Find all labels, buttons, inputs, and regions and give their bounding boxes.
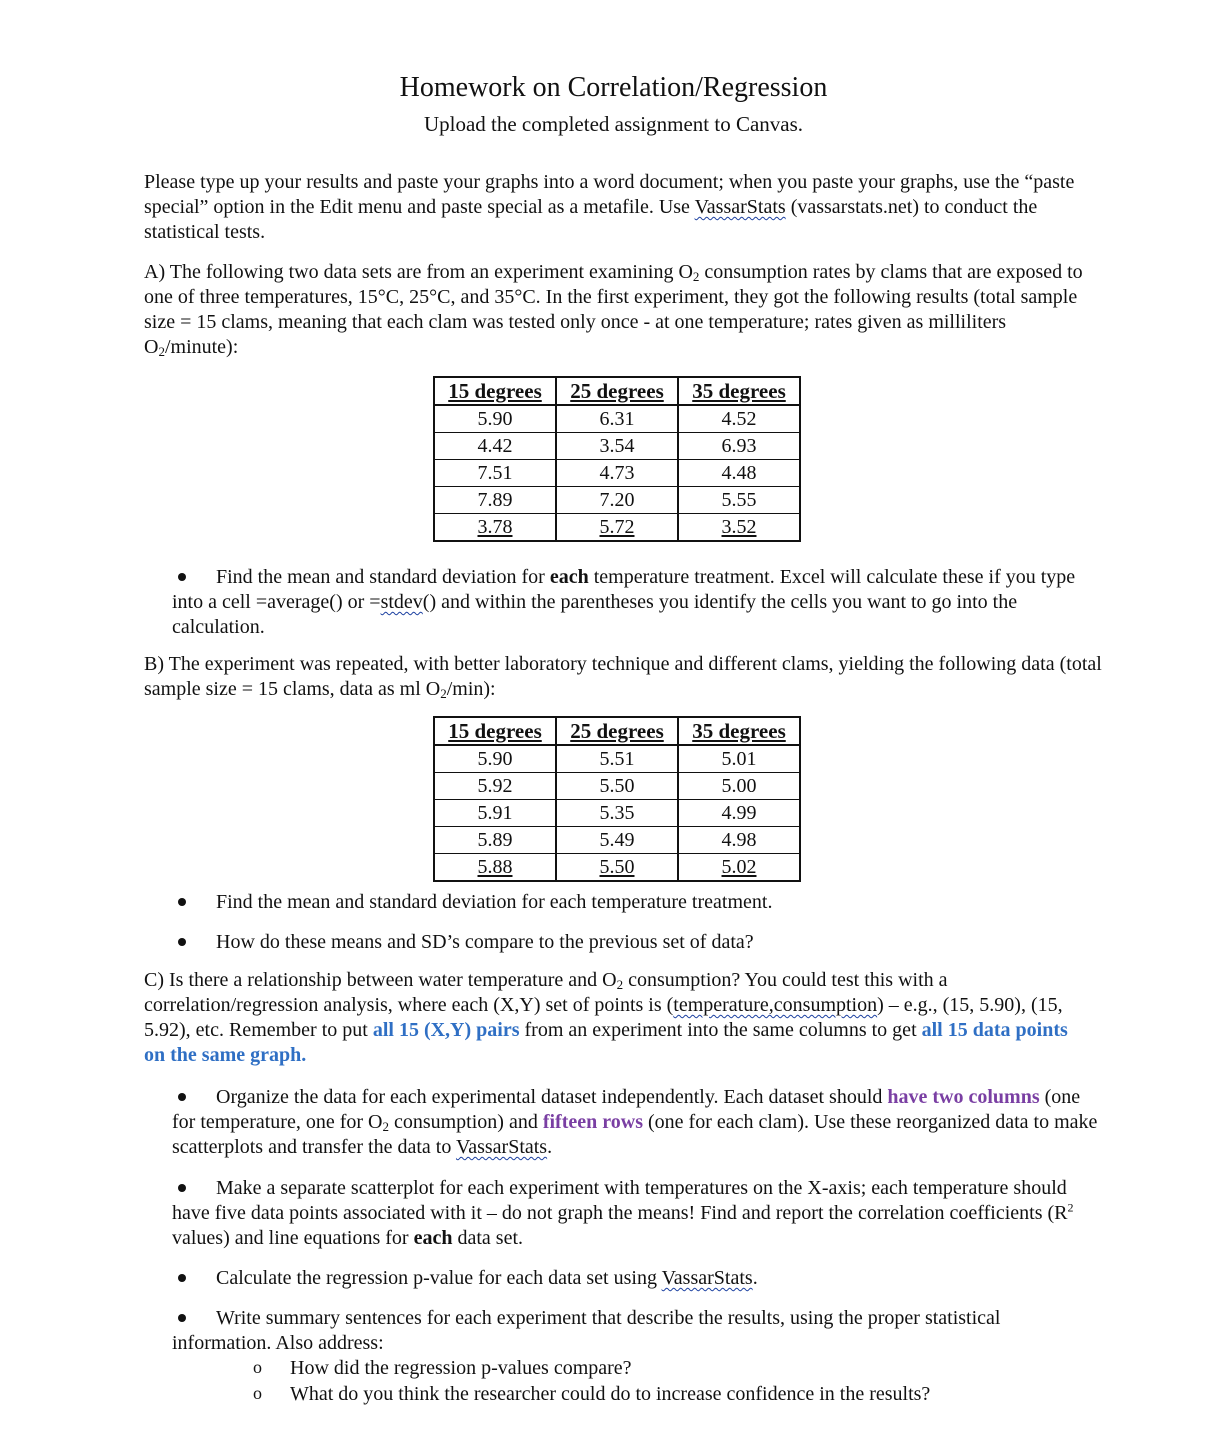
section-c-bullet-3: Calculate the regression p-value for each data set using VassarStats. <box>216 1267 758 1289</box>
table-cell-value: 5.90 <box>477 747 513 770</box>
table-header-cell: 35 degrees <box>678 717 800 745</box>
table-cell-value: 5.55 <box>721 488 757 511</box>
table-row <box>434 433 800 460</box>
table-header-cell: 15 degrees <box>434 717 556 745</box>
table-cell <box>434 487 556 514</box>
table-cell-value: 5.90 <box>477 407 513 430</box>
table-cell-value: 5.72 <box>599 515 635 538</box>
table-cell <box>434 514 556 542</box>
table-cell-value: 5.51 <box>599 747 635 770</box>
section-c-bullet-2: Make a separate scatterplot for each experiment with temperatures on the X-axis; each temperature should have five data points associated with it – do not graph the means! Find and report the correlation coefficients ($R^2$ values) and line equations for each data set. <box>172 1177 1074 1249</box>
table-cell <box>556 827 678 854</box>
table-cell-value: 4.52 <box>721 407 757 430</box>
table-cell <box>434 405 556 433</box>
table-cell-value: 5.92 <box>477 774 513 797</box>
table-cell <box>556 745 678 773</box>
sub-bullet-icon: o <box>253 1383 262 1403</box>
table-cell <box>678 433 800 460</box>
table-row <box>434 745 800 773</box>
table-cell <box>434 854 556 882</box>
table-cell-value: 5.88 <box>477 855 513 878</box>
table-cell <box>434 773 556 800</box>
table-header-cell: 25 degrees <box>556 377 678 405</box>
table-cell <box>434 827 556 854</box>
table-cell-value: 3.54 <box>599 434 635 457</box>
table-cell <box>678 827 800 854</box>
section-b-bullet-1: Find the mean and standard deviation for each temperature treatment. <box>216 891 773 913</box>
table-cell <box>678 800 800 827</box>
table-header-cell: 15 degrees <box>434 377 556 405</box>
table-row <box>434 800 800 827</box>
bullet-icon <box>178 938 186 946</box>
table-cell <box>556 773 678 800</box>
table-cell <box>678 514 800 542</box>
table-cell-value: 5.02 <box>721 855 757 878</box>
section-a-bullet: Find the mean and standard deviation for each temperature treatment. Excel will calculate these if you type into a cell =average() or =stdev() and within the parentheses you identify the cells you want to go into the calculation. <box>172 566 1076 638</box>
section-a-paragraph: A) The following two data sets are from an experiment examining $O_2$ consumption rates by clams that are exposed to one of three temperatures, 15°C, 25°C, and 35°C. In the first experiment, they got the following results (total sample size = 15 clams, meaning that each clam was tested only once - at one temperature; rates given as milliliters $O_2/minute$): <box>144 261 1083 359</box>
section-b-paragraph: B) The experiment was repeated, with better laboratory technique and different clams, yielding the following data (total sample size = 15 clams, data as ml $O_2/\min$): <box>144 653 1102 701</box>
table-cell-value: 5.35 <box>599 801 635 824</box>
table-cell-value: 7.89 <box>477 488 513 511</box>
table-cell <box>434 433 556 460</box>
table-row <box>434 854 800 882</box>
table-header-cell: 25 degrees <box>556 717 678 745</box>
table-cell-value: 5.01 <box>721 747 757 770</box>
page-subtitle: Upload the completed assignment to Canvas. <box>423 112 804 136</box>
table-cell-value: 4.42 <box>477 434 513 457</box>
table-row <box>434 827 800 854</box>
table-cell <box>556 405 678 433</box>
table-cell-value: 6.31 <box>599 407 635 430</box>
table-cell-value: 7.51 <box>477 461 513 484</box>
sub-bullet-2: What do you think the researcher could do to increase confidence in the results? <box>290 1383 931 1405</box>
section-c-paragraph: C) Is there a relationship between water temperature and $O_2$ consumption? You could test this with a correlation/regression analysis, where each (X,Y) set of points is (temperature,consumption) – e.g., (15, 5.90), (15, 5.92), etc. Remember to put all 15 (X,Y) pairs from an experiment into the same columns to get all 15 data points on the same graph. <box>144 969 1068 1066</box>
bullet-icon <box>178 898 186 906</box>
section-b-bullet-2: How do these means and SD’s compare to the previous set of data? <box>216 931 754 953</box>
table-cell <box>556 487 678 514</box>
table-cell <box>678 487 800 514</box>
table-cell <box>434 745 556 773</box>
table-cell-value: 6.93 <box>721 434 757 457</box>
table-row <box>434 773 800 800</box>
sub-bullet-1: How did the regression p-values compare? <box>290 1357 632 1379</box>
table-cell-value: 3.52 <box>721 515 757 538</box>
page-title: Homework on Correlation/Regression <box>399 72 828 103</box>
table-cell <box>556 800 678 827</box>
table-row <box>434 514 800 542</box>
table-cell <box>434 800 556 827</box>
table-cell <box>556 460 678 487</box>
table-cell <box>556 854 678 882</box>
table-cell-value: 7.20 <box>599 488 635 511</box>
table-cell <box>678 745 800 773</box>
table-cell <box>678 460 800 487</box>
sub-bullet-icon: o <box>253 1357 262 1377</box>
table-cell-value: 4.98 <box>721 828 757 851</box>
table-cell <box>678 854 800 882</box>
table-cell-value: 3.78 <box>477 515 513 538</box>
table-row <box>434 487 800 514</box>
table-header-cell: 35 degrees <box>678 377 800 405</box>
table-cell-value: 5.91 <box>477 801 513 824</box>
table-cell-value: 5.50 <box>599 774 635 797</box>
table-cell <box>678 773 800 800</box>
table-cell <box>556 433 678 460</box>
section-c-bullet-1: Organize the data for each experimental dataset independently. Each dataset should have two columns (one for temperature, one for $O_2$ consumption) and fifteen rows (one for each clam). Use these reorganized data to make scatterplots and transfer the data to VassarStats. <box>172 1086 1098 1158</box>
table-cell-value: 5.00 <box>721 774 757 797</box>
section-c-bullet-4: Write summary sentences for each experiment that describe the results, using the proper statistical information. Also address: <box>172 1307 1001 1354</box>
table-cell <box>434 460 556 487</box>
table-cell <box>556 514 678 542</box>
data-table-a <box>433 376 801 542</box>
table-cell-value: 5.50 <box>599 855 635 878</box>
table-cell-value: 4.99 <box>721 801 757 824</box>
vassarstats-link: VassarStats <box>694 196 786 218</box>
table-row <box>434 405 800 433</box>
table-cell-value: 4.48 <box>721 461 757 484</box>
intro-paragraph: Please type up your results and paste your graphs into a word document; when you paste your graphs, use the “paste special” option in the Edit menu and paste special as a metafile. Use VassarStats (vassarstats.net) to conduct the statistical tests. <box>144 171 1075 243</box>
table-cell-value: 5.49 <box>599 828 635 851</box>
bullet-icon <box>178 1274 186 1282</box>
data-table-b <box>433 716 801 882</box>
table-cell <box>678 405 800 433</box>
table-cell-value: 5.89 <box>477 828 513 851</box>
table-row <box>434 460 800 487</box>
table-cell-value: 4.73 <box>599 461 635 484</box>
